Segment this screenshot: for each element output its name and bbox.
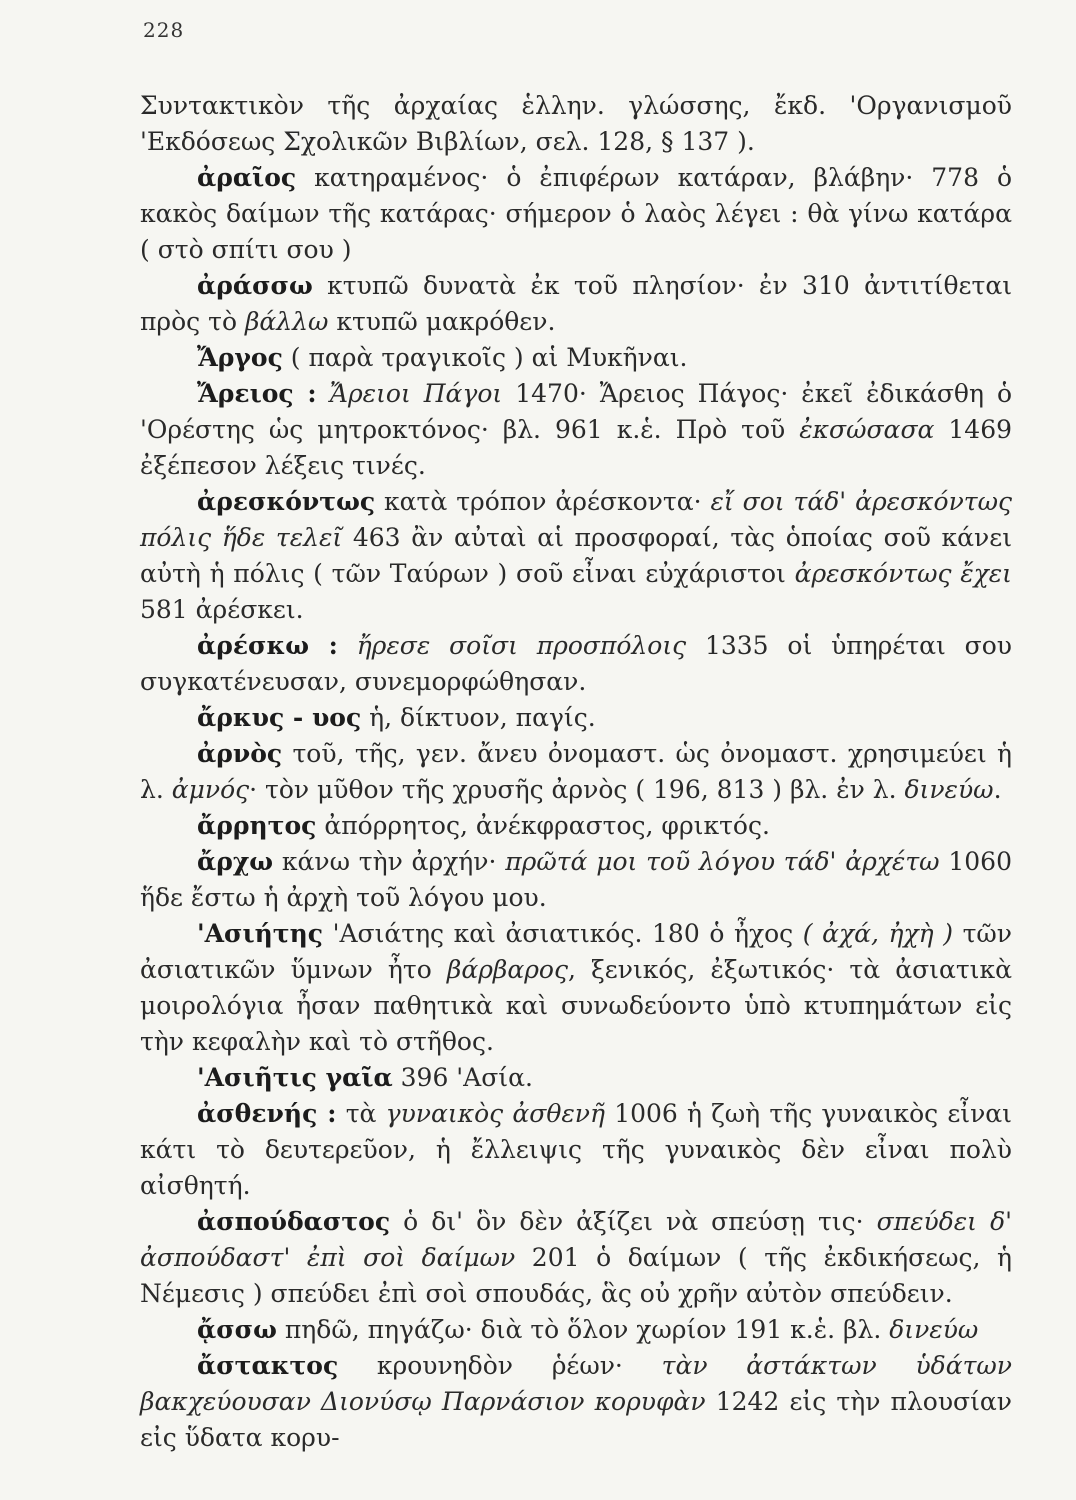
entry-definition: τὰ <box>336 1099 386 1128</box>
entry-definition: 1060 ἥδε ἔστω ἡ ἀρχὴ τοῦ λόγου μου. <box>140 847 1012 912</box>
entry-quote: ἀμνός <box>171 775 250 804</box>
entry-headword: ἀράσσω <box>197 271 313 300</box>
entry-headword: ἀραῖος <box>197 163 297 192</box>
entry-headword: 'Ασιήτης <box>197 919 323 948</box>
entry-quote: σπεύδει δ' ἀσπούδαστ' ἐπὶ σοὶ δαίμων <box>140 1207 1012 1272</box>
entry-headword: ἄρκυς - υος <box>197 703 362 732</box>
dictionary-entry <box>140 160 1012 268</box>
entry-definition: τοῦ, τῆς, γεν. ἄνευ ὀνομαστ. ὡς ὀνομαστ. χρησιμεύει ἡ λ. <box>140 739 1012 804</box>
entry-definition: 1335 οἱ ὑπηρέται σου συγκατένευσαν, συνεμορφώθησαν. <box>140 631 1012 696</box>
page-number: 228 <box>143 18 185 42</box>
entry-definition: 463 ἂν αὐταὶ αἱ προσφοραί, τὰς ὁποίας σοῦ κάνει αὐτὴ ἡ πόλις ( τῶν Ταύρων ) σοῦ εἶναι εὐχάριστοι <box>140 523 1013 588</box>
entry-definition: . <box>993 775 1002 804</box>
entry-headword: ἄστακτος <box>197 1351 339 1380</box>
entry-definition: τῶν ἀσιατικῶν ὕμνων ἦτο <box>140 919 1013 984</box>
entry-definition: κατηραμένος· ὁ ἐπιφέρων κατάραν, βλάβην· 778 ὁ κακὸς δαίμων τῆς κατάρας· σήμερον ὁ λαὸς λέγει : θὰ γίνω κατάρα ( στὸ σπίτι σου ) <box>140 163 1012 264</box>
entry-headword: ἀσπούδαστος <box>197 1207 391 1236</box>
entry-definition: κατὰ τρόπον ἀρέσκοντα· <box>375 487 711 516</box>
entry-quote: βάρβαρος <box>446 955 568 984</box>
dictionary-entry <box>140 628 1012 700</box>
dictionary-entry <box>140 1060 1012 1096</box>
entry-definition: 1469 ἐξέπεσον λέξεις τινές. <box>140 415 1013 480</box>
entry-headword: Ἄργος <box>197 343 283 372</box>
entry-definition: 201 ὁ δαίμων ( τῆς ἐκδικήσεως, ἡ Νέμεσις ) σπεύδει ἐπὶ σοὶ σπουδάς, ἃς οὐ χρῆν αὐτὸν σπεύδειν. <box>140 1243 1012 1308</box>
entry-quote: ἤρεσε σοῖσι προσπόλοις <box>356 631 687 660</box>
dictionary-entry <box>140 340 1012 376</box>
entry-headword: ἀσθενής : <box>197 1099 337 1128</box>
entry-headword: ἀρνὸς <box>197 739 283 768</box>
entry-definition <box>317 379 330 408</box>
entry-definition: πηδῶ, πηγάζω· διὰ τὸ ὅλον χωρίον 191 κ.ἑ. βλ. <box>276 1315 890 1344</box>
entry-definition: 1242 εἰς τὴν πλουσίαν εἰς ὕδατα κορυ- <box>140 1387 1012 1452</box>
entry-headword: 'Ασιῆτις γαῖα <box>197 1063 393 1092</box>
entry-headword: ἄρρητος <box>197 811 317 840</box>
entry-quote: ἀρεσκόντως ἔχει <box>794 559 1012 588</box>
entry-definition: 1470· Ἄρειος Πάγος· ἐκεῖ ἐδικάσθη ὁ 'Ορέστης ὡς μητροκτόνος· βλ. 961 κ.ἑ. Πρὸ τοῦ <box>140 379 1013 444</box>
dictionary-entry <box>140 916 1012 1060</box>
entry-definition: 'Ασιάτης καὶ ἀσιατικός. 180 ὁ ἦχος <box>322 919 803 948</box>
entry-headword: ἀρεσκόντως <box>197 487 376 516</box>
dictionary-entry <box>140 736 1012 808</box>
entry-definition: κάνω τὴν ἀρχήν· <box>273 847 506 876</box>
entry-quote: γυναικὸς ἀσθενῆ <box>385 1099 605 1128</box>
entry-headword: ἀρέσκω : <box>197 631 338 660</box>
entry-definition: 1006 ἡ ζωὴ τῆς γυναικὸς εἶναι κάτι τὸ δευτερεῦον, ἡ ἔλλειψις τῆς γυναικὸς δὲν εἶναι πολὺ αἰσθητή. <box>140 1099 1012 1200</box>
dictionary-entry <box>140 844 1012 916</box>
entry-quote: Ἄρειοι Πάγοι <box>329 379 503 408</box>
dictionary-entry <box>140 808 1012 844</box>
dictionary-entry <box>140 484 1012 628</box>
intro-paragraph: Συντακτικὸν τῆς ἀρχαίας ἑλλην. γλώσσης, ἔκδ. 'Οργανισμοῦ 'Εκδόσεως Σχολικῶν Βιβλίων, σελ. 128, § 137 ). <box>140 91 1012 156</box>
dictionary-entry <box>140 376 1012 484</box>
entry-definition: ἡ, δίκτυον, παγίς. <box>361 703 596 732</box>
entry-definition: · τὸν μῦθον τῆς χρυσῆς ἀρνὸς ( 196, 813 ) βλ. ἐν λ. <box>249 775 905 804</box>
dictionary-entry <box>140 268 1012 340</box>
entry-headword: ἄρχω <box>197 847 274 876</box>
entry-definition: ὁ δι' ὃν δὲν ἀξίζει νὰ σπεύσῃ τις· <box>390 1207 877 1236</box>
entry-headword: ᾄσσω <box>197 1315 277 1344</box>
dictionary-entry <box>140 1096 1012 1204</box>
lexicon-text <box>140 88 1012 1456</box>
entry-quote: ἐκσώσασα <box>799 415 935 444</box>
dictionary-entry <box>140 1204 1012 1312</box>
entry-quote: βάλλω <box>244 307 329 336</box>
entry-definition: ἀπόρρητος, ἀνέκφραστος, φρικτός. <box>316 811 770 840</box>
entry-quote: τὰν ἀστάκτων ὑδάτων βακχεύουσαν Διονύσῳ Παρνάσιον κορυφὰν <box>140 1351 1012 1416</box>
entry-quote: εἴ σοι τάδ' ἀρεσκόντως πόλις ἥδε τελεῖ <box>140 487 1012 552</box>
entry-definition: κτυπῶ μακρόθεν. <box>328 307 556 336</box>
entry-definition: κτυπῶ δυνατὰ ἐκ τοῦ πλησίον· ἐν 310 ἀντιτίθεται πρὸς τὸ <box>140 271 1012 336</box>
entry-headword: Ἄρειος : <box>197 379 317 408</box>
entry-quote: δινεύω <box>904 775 994 804</box>
entry-definition: 581 ἀρέσκει. <box>140 595 304 624</box>
dictionary-entry <box>140 1312 1012 1348</box>
entry-definition: κρουνηδὸν ῥέων· <box>338 1351 662 1380</box>
entry-definition: 396 'Ασία. <box>392 1063 533 1092</box>
entry-definition: , ξενικός, ἐξωτικός· τὰ ἀσιατικὰ μοιρολόγια ἦσαν παθητικὰ καὶ συνωδεύοντο ὑπὸ κτυπημάτων εἰς τὴν κεφαλὴν καὶ τὸ στῆθος. <box>140 955 1012 1056</box>
entry-quote: ( ἀχά, ἠχὴ ) <box>802 919 953 948</box>
entry-definition: ( παρὰ τραγικοῖς ) αἱ Μυκῆναι. <box>282 343 688 372</box>
entry-quote: πρῶτά μοι τοῦ λόγου τάδ' ἀρχέτω <box>505 847 940 876</box>
entry-definition <box>338 631 357 660</box>
entry-quote: δινεύω <box>889 1315 979 1344</box>
dictionary-entry <box>140 1348 1012 1456</box>
dictionary-entry <box>140 700 1012 736</box>
